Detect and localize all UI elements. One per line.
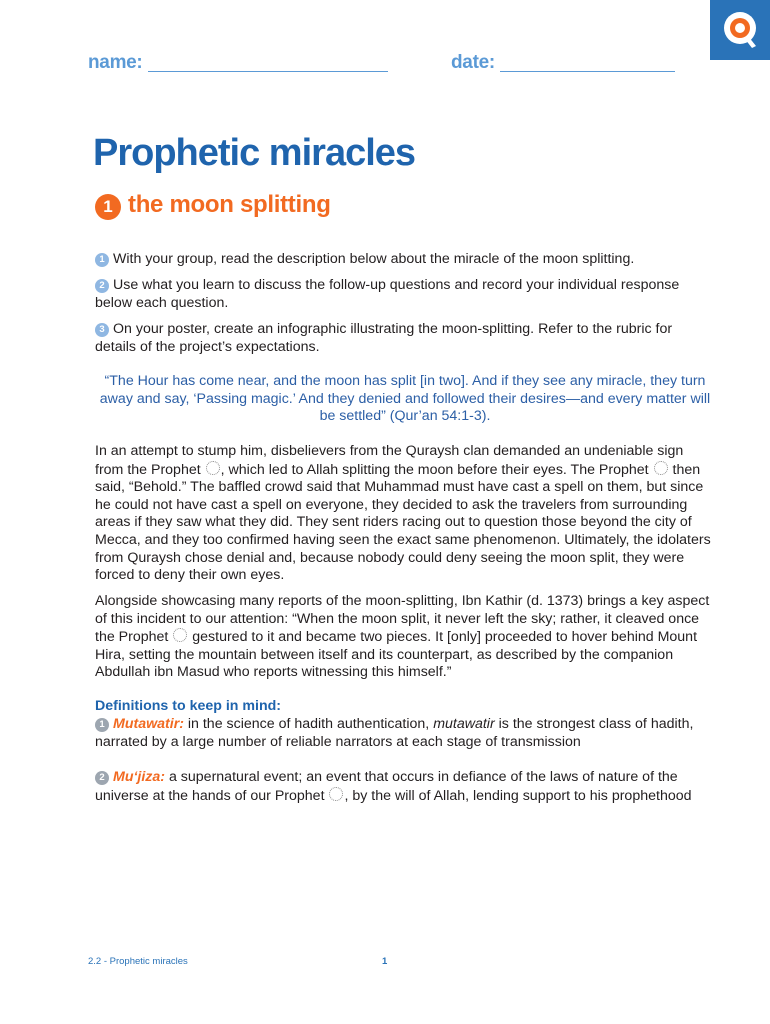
name-label: name: bbox=[88, 52, 143, 73]
salawat-icon bbox=[329, 787, 343, 801]
definition-text: a supernatural event; an event that occurs in defiance of the laws of nature of the universe at the hands of our Prophet bbox=[95, 769, 678, 804]
paragraph-2 bbox=[95, 593, 715, 682]
magnifier-q-logo-icon bbox=[710, 0, 770, 60]
step-2 bbox=[95, 277, 715, 312]
name-line[interactable] bbox=[148, 71, 388, 72]
definition-text: in the science of hadith authentication, bbox=[183, 716, 434, 732]
step-number-badge: 2 bbox=[95, 279, 109, 293]
step-number-badge: 1 bbox=[95, 253, 109, 267]
paragraph-text: Alongside showcasing many reports of the moon-splitting, Ibn Kathir (d. 1373) brings a key aspect of this incident to our attention: “When the moon split, it never left the sky; rather, it cleaved once the Prophet bbox=[95, 593, 710, 646]
definition-term: Mu‘jiza: bbox=[113, 769, 166, 785]
salawat-icon bbox=[654, 461, 668, 475]
paragraph-text: gestured to it and became two pieces. It [only] proceeded to hover behind Mount Hira, setting the mountain between itself and its counterpart, as described by the companion Abdullah ibn Masud who reports witnessing this himself.” bbox=[95, 629, 698, 681]
step-3 bbox=[95, 321, 715, 356]
definition-term: Mutawatir: bbox=[113, 716, 184, 732]
definition-number-badge: 2 bbox=[95, 771, 109, 785]
date-line[interactable] bbox=[500, 71, 675, 72]
definition-italic-term: mutawatir bbox=[433, 716, 495, 732]
quran-quote: “The Hour has come near, and the moon has split [in two]. And if they see any miracle, they turn away and say, ‘Passing magic.’ And they denied and followed their desires—and every matter will be settled” (Qur’an 54:1-3). bbox=[99, 373, 711, 425]
step-text: Use what you learn to discuss the follow-up questions and record your individual response below each question. bbox=[95, 277, 680, 311]
step-number-badge: 3 bbox=[95, 323, 109, 337]
step-text: On your poster, create an infographic illustrating the moon-splitting. Refer to the rubric for details of the project’s expectations. bbox=[95, 321, 673, 355]
salawat-icon bbox=[173, 628, 187, 642]
step-1 bbox=[95, 251, 715, 269]
section-title: the moon splitting bbox=[128, 191, 331, 218]
footer-lesson-label: 2.2 - Prophetic miracles bbox=[88, 956, 188, 967]
definition-number-badge: 1 bbox=[95, 718, 109, 732]
page-title: Prophetic miracles bbox=[93, 132, 416, 174]
definition-2 bbox=[95, 769, 715, 805]
definitions-heading: Definitions to keep in mind: bbox=[95, 698, 282, 714]
paragraph-text: then said, “Behold.” The baffled crowd said that Muhammad must have cast a spell on them, but since he could not have cast a spell on everyone, they decided to ask the travelers from surrounding areas if they saw what they did. They sent riders racing out to question those beyond the city of Mecca, and they too confirmed having seen the exact same phenomenon. Ultimately, the idolaters from Quraysh chose denial and, because nobody could deny seeing the moon split, they were forced to deny their own eyes. bbox=[95, 461, 711, 584]
definition-1 bbox=[95, 716, 715, 751]
page-number: 1 bbox=[382, 956, 388, 967]
logo bbox=[710, 0, 770, 60]
definition-text: is the strongest class of hadith, narrated by a large number of reliable narrators at each stage of transmission bbox=[95, 716, 694, 750]
salawat-icon bbox=[206, 461, 220, 475]
paragraph-1 bbox=[95, 443, 715, 585]
date-label: date: bbox=[451, 52, 495, 73]
definition-text: , by the will of Allah, lending support to his prophethood bbox=[344, 787, 692, 804]
step-text: With your group, read the description below about the miracle of the moon splitting. bbox=[113, 251, 635, 267]
paragraph-text: , which led to Allah splitting the moon before their eyes. The Prophet bbox=[220, 461, 649, 478]
paragraph-text: In an attempt to stump him, disbelievers from the Quraysh clan demanded an undeniable sign from the Prophet bbox=[95, 443, 684, 478]
section-number-badge: 1 bbox=[95, 194, 121, 220]
